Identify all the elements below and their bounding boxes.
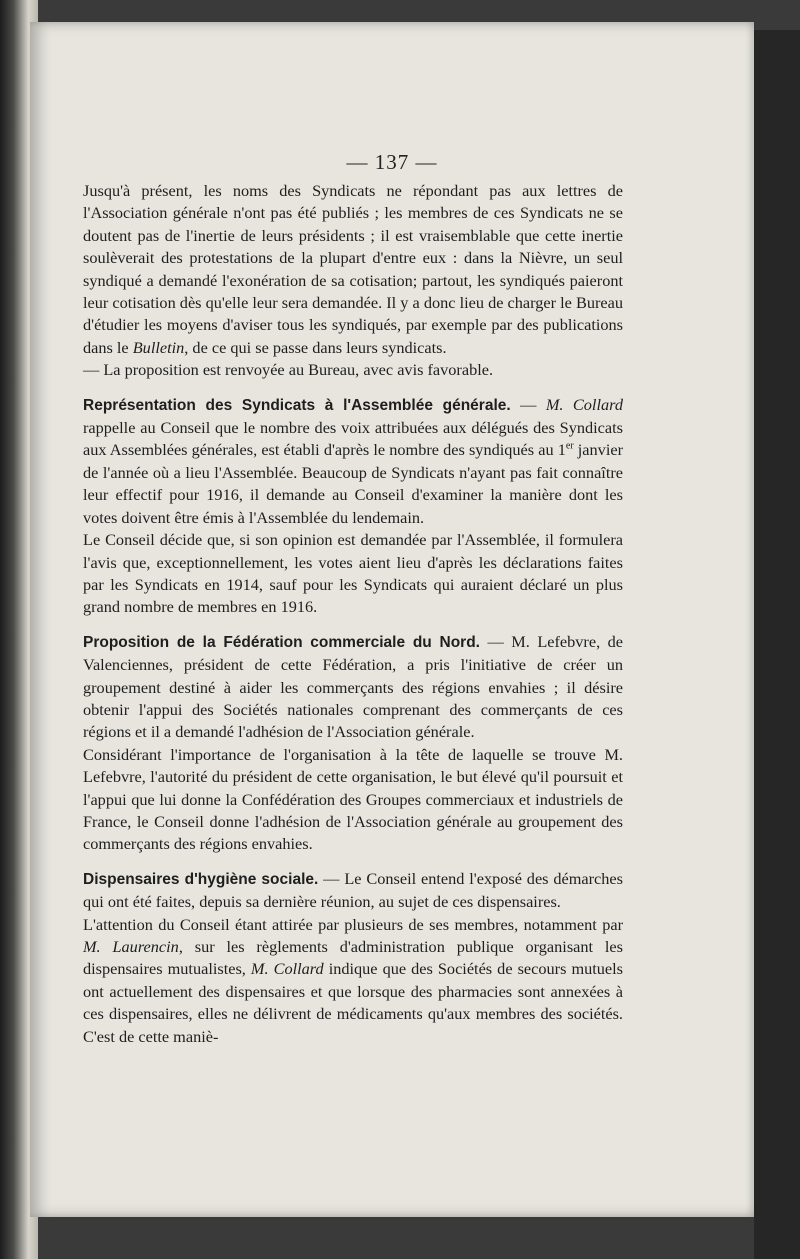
- section-heading-representation: Représentation des Syndicats à l'Assemblée générale.: [83, 396, 511, 414]
- paragraph-3: Représentation des Syndicats à l'Assemblée générale. — M. Collard rappelle au Conseil que le nombre des voix attribuées aux délégués des Syndicats aux Assemblées générales, est établi d'après le nombre des syndiqués au 1er janvier de l'année où a lieu l'Assemblée. Beaucoup de Syndicats n'ayant pas fait connaître leur effectif pour 1916, il demande au Conseil d'examiner la manière dont les votes doivent être émis à l'Assemblée du lendemain.: [83, 394, 623, 527]
- section-heading-proposition: Proposition de la Fédération commerciale du Nord.: [83, 633, 480, 651]
- paragraph-5: Proposition de la Fédération commerciale du Nord. — M. Lefebvre, de Valenciennes, président de cette Fédération, a pris l'initiative de créer un groupement destiné à aider les commerçants des régions envahies ; il désire obtenir l'appui des Sociétés nationales comprenant des commerçants de ces régions et il a demandé l'adhésion de l'Association générale.: [83, 631, 624, 742]
- paragraph-6: Considérant l'importance de l'organisation à la tête de laquelle se trouve M. Lefebvre, l'autorité du président de cette organisation, le but élevé qu'il poursuit et l'appui que lui donne la Confédération des Groupes commerciaux et industriels de France, le Conseil donne l'adhésion de l'Association générale au groupement des commerçants des régions envahies.: [83, 744, 623, 854]
- paragraph-2: — La proposition est renvoyée au Bureau, avec avis favorable.: [83, 360, 494, 380]
- paragraph-4: Le Conseil décide que, si son opinion est demandée par l'Assemblée, il formulera l'avis que, exceptionnellement, les votes aient lieu d'après les déclarations faites par les Syndicats en 1914, sauf pour les Syndicats qui auraient déclaré un plus grand nombre de membres en 1916.: [83, 530, 623, 617]
- page-edge-shadow: [754, 30, 800, 1259]
- paragraph-7: Dispensaires d'hygiène sociale. — Le Conseil entend l'exposé des démarches qui ont été faites, depuis sa dernière réunion, au sujet de ces dispensaires.: [83, 868, 623, 912]
- section-heading-dispensaires: Dispensaires d'hygiène sociale.: [83, 870, 319, 888]
- page-body: [83, 180, 623, 1048]
- italic-bulletin: Bulletin: [132, 337, 185, 357]
- paragraph-8: L'attention du Conseil étant attirée par plusieurs de ses membres, notamment par M. Laurencin, sur les règlements d'administration publique organisant les dispensaires mutualistes, M. Collard indique que des Sociétés de secours mutuels ont actuellement des dispensaires et que lorsque des pharmacies sont annexées à ces dispensaires, elles ne délivrent de médicaments qu'aux membres des sociétés. C'est de cette maniè-: [83, 914, 624, 1046]
- paragraph-1: Jusqu'à présent, les noms des Syndicats ne répondant pas aux lettres de l'Association générale n'ont pas été publiés ; les membres de ces Syndicats ne se doutent pas de l'inertie de leurs présidents ; il est vraisemblable que cette inertie soulèverait des protestations de la plupart d'entre eux : dans la Nièvre, un seul syndiqué a demandé l'exonération de sa cotisation; partout, les syndiqués paieront leur cotisation dès qu'elle leur sera demandée. Il y a donc lieu de charger le Bureau d'étudier les moyens d'aviser tous les syndiqués, par exemple par des publications dans le Bulletin, de ce qui se passe dans leurs syndicats.: [83, 181, 623, 357]
- page-number: — 137 —: [346, 150, 438, 174]
